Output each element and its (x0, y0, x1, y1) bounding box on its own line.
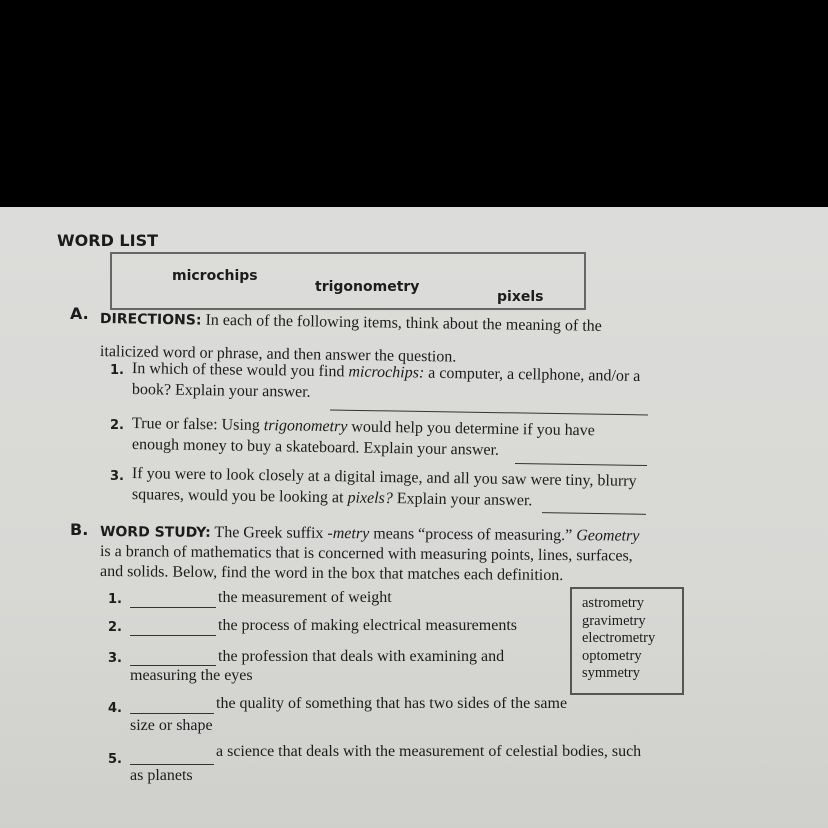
word-study-label: WORD STUDY: (99, 524, 211, 541)
b-item-3-number: 3. (108, 651, 122, 666)
a-item-1-number: 1. (110, 363, 124, 378)
a-item-1-italic: microchips: (348, 363, 425, 382)
a-item-3-answer-line[interactable] (542, 512, 646, 515)
section-a-directions-line2: italicized word or phrase, and then answer the question. (99, 343, 457, 366)
word-trigonometry: trigonometry (315, 279, 420, 295)
a-item-2-line2: enough money to buy a skateboard. Explain your answer. (131, 436, 500, 459)
b-item-3-answer-line[interactable] (130, 665, 216, 666)
a-item-3-number: 3. (110, 469, 124, 484)
box-word-gravimetry: gravimetry (582, 613, 646, 629)
section-a-label: A. (70, 304, 89, 323)
b-item-4-number: 4. (108, 701, 122, 716)
a-item-2-text-end: would help you determine if you have (347, 418, 595, 440)
word-pixels: pixels (497, 289, 544, 305)
b-item-2-answer-line[interactable] (130, 635, 216, 636)
b-item-5-answer-line[interactable] (130, 764, 214, 765)
section-b-line3: and solids. Below, find the word in the box that matches each definition. (99, 563, 564, 585)
section-b-line1 (100, 523, 640, 546)
a-item-1-line2: book? Explain your answer. (131, 381, 311, 401)
b-item-3-definition-cont: measuring the eyes (130, 667, 253, 684)
section-a-directions-line1 (100, 310, 602, 336)
section-b-label: B. (70, 520, 89, 539)
word-study-text-mid: means “process of measuring.” (369, 525, 577, 545)
a-item-1-text: In which of these would you find (131, 360, 349, 381)
b-item-4-definition-cont: size or shape (130, 717, 213, 734)
section-b-line2: is a branch of mathematics that is concerned with measuring points, lines, surfaces, (99, 543, 633, 565)
a-item-1-text-end: a computer, a cellphone, and/or a (424, 364, 641, 385)
b-item-4-answer-line[interactable] (130, 713, 214, 714)
a-item-3-line2 (132, 486, 533, 510)
b-item-3-definition: the profession that deals with examining and (218, 648, 505, 665)
a-item-3-line1: If you were to look closely at a digital image, and all you saw were tiny, blurry (131, 465, 637, 490)
b-item-4-definition: the quality of something that has two sides of the same (216, 695, 568, 712)
a-item-1-answer-line[interactable] (330, 410, 648, 416)
a-item-3-text: squares, would you be looking at (131, 486, 348, 507)
a-item-2-text: True or false: Using (131, 415, 264, 435)
definition-word-box (570, 587, 684, 695)
a-item-2-answer-line[interactable] (515, 463, 647, 466)
suffix-metry: -metry (327, 524, 370, 543)
a-item-2-italic: trigonometry (263, 417, 348, 436)
box-word-symmetry: symmetry (582, 665, 640, 681)
b-item-1-answer-line[interactable] (130, 607, 216, 608)
b-item-1-definition: the measurement of weight (218, 589, 392, 606)
directions-text: In each of the following items, think about the meaning of the (201, 311, 602, 335)
box-word-astrometry: astrometry (582, 595, 645, 611)
box-word-electrometry: electrometry (582, 630, 656, 646)
directions-label: DIRECTIONS: (99, 311, 202, 329)
b-item-5-number: 5. (108, 752, 122, 767)
word-list-title: WORD LIST (57, 231, 159, 250)
a-item-3-text-end: Explain your answer. (392, 490, 533, 510)
b-item-5-definition-cont: as planets (130, 767, 193, 784)
b-item-5-definition: a science that deals with the measurement of celestial bodies, such (216, 743, 642, 760)
word-microchips: microchips (172, 268, 258, 284)
b-item-2-definition: the process of making electrical measurements (218, 617, 517, 634)
word-study-text: The Greek suffix (210, 523, 328, 542)
a-item-3-italic: pixels? (347, 489, 393, 508)
box-word-optometry: optometry (582, 648, 642, 664)
a-item-2-number: 2. (110, 418, 124, 433)
b-item-1-number: 1. (108, 592, 122, 607)
word-geometry: Geometry (576, 527, 640, 545)
b-item-2-number: 2. (108, 620, 122, 635)
worksheet-page (0, 207, 828, 828)
